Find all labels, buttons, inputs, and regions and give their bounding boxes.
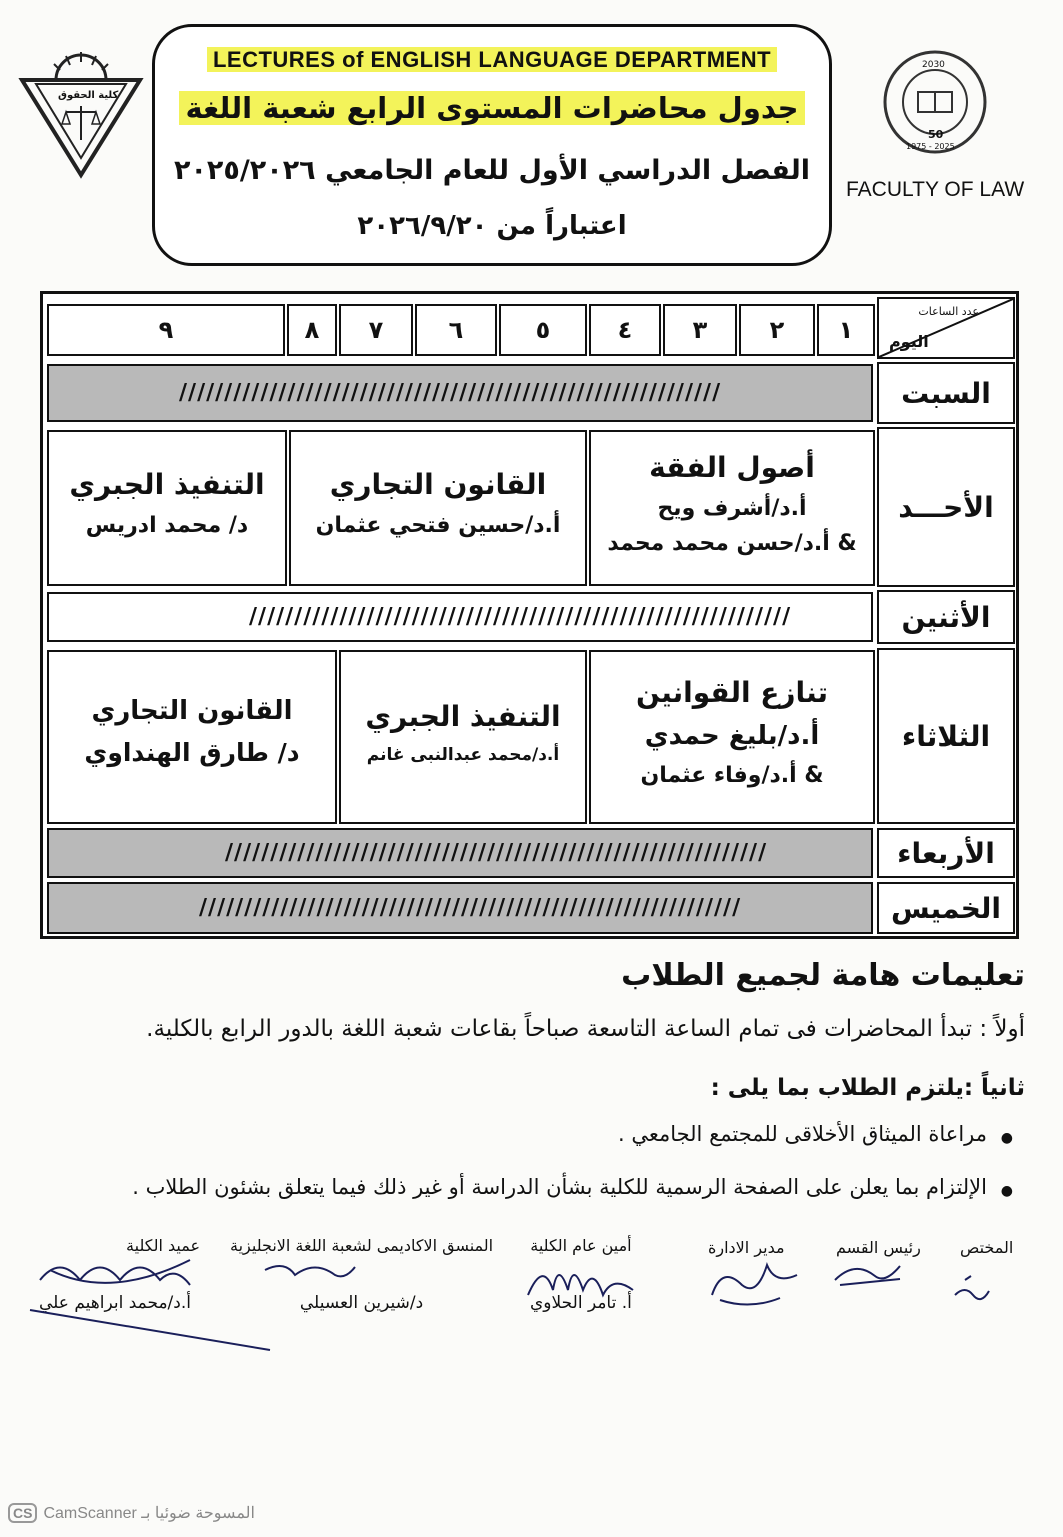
law-faculty-logo [18, 50, 144, 180]
header-box [152, 24, 832, 266]
watermark-text: CamScanner المسوحة ضوئيا بـ [43, 1505, 255, 1522]
signature-title: أمين عام الكلية [530, 1236, 632, 1255]
hour-2: ٢ [739, 304, 815, 356]
left-logo-text: كلية الحقوق [58, 90, 119, 101]
camscanner-icon: CS [8, 1503, 37, 1523]
schedule-table [40, 291, 1019, 939]
hour-7: ٧ [339, 304, 413, 356]
instruction-second: ثانياً :يلتزم الطلاب بما يلى : [710, 1075, 1025, 1101]
day-monday: الأثنين [877, 590, 1015, 644]
university-seal [880, 40, 990, 160]
lecture-subject: التنفيذ الجبري [365, 699, 561, 733]
sunday-lecture-2 [289, 430, 587, 586]
lecture-professor: د/ طارق الهنداوي [84, 737, 300, 767]
sunday-lecture-3 [47, 430, 287, 586]
day-tuesday: الثلاثاء [877, 648, 1015, 824]
tuesday-lecture-3 [47, 650, 337, 824]
signature-title: رئيس القسم [836, 1238, 921, 1257]
lecture-subject: أصول الفقة [649, 450, 815, 484]
hour-8: ٨ [287, 304, 337, 356]
scanner-watermark [8, 1503, 255, 1523]
seal-vision: 2030 [922, 60, 945, 70]
day-saturday: السبت [877, 362, 1015, 424]
hour-3: ٣ [663, 304, 737, 356]
signature-name: د/شيرين العسيلي [299, 1293, 424, 1313]
thursday-mark: //////////////////////////////////////////////////////////// [199, 895, 742, 921]
lecture-subject: التنفيذ الجبري [69, 468, 265, 501]
day-sunday: الأحـــد [877, 427, 1015, 587]
thursday-empty [47, 882, 873, 934]
seal-years: 1975 - 2025 [906, 142, 955, 151]
bullet-icon: ● [1000, 1130, 1013, 1146]
corner-cell [877, 297, 1015, 359]
bullet-icon: ● [1000, 1183, 1013, 1199]
day-label: اليوم [889, 332, 929, 351]
hour-6: ٦ [415, 304, 497, 356]
lecture-professor: أ.د/حسين فتحي عثمان [315, 513, 561, 538]
arabic-title: جدول محاضرات المستوى الرابع شعبة اللغة [179, 91, 804, 125]
monday-empty [47, 592, 873, 642]
signature-name: أ. تامر الحلاوي [530, 1293, 632, 1313]
hours-label: عدد الساعات [918, 305, 979, 318]
instructions-title: تعليمات هامة لجميع الطلاب [621, 958, 1025, 993]
lecture-professor: أ.د/بليغ حمدي [644, 721, 820, 751]
handwritten-signatures [0, 1240, 1063, 1360]
instruction-bullet-2: الإلتزام بما يعلن على الصفحة الرسمية للكلية بشأن الدراسة أو غير ذلك فيما يتعلق بشئون الطلاب . [132, 1175, 987, 1199]
signature-name: أ.د/محمد ابراهيم علي [39, 1293, 191, 1313]
instruction-first: أولاً : تبدأ المحاضرات فى تمام الساعة التاسعة صباحاً بقاعات شعبة اللغة بالدور الرابع بالكلية. [146, 1016, 1025, 1042]
seal-number: 50 [928, 128, 944, 141]
saturday-empty [47, 364, 873, 422]
term-line: الفصل الدراسي الأول للعام الجامعي ٢٠٢٥/٢٠٢٦ [173, 155, 811, 186]
day-thursday: الخميس [877, 882, 1015, 934]
signature-title: عميد الكلية [126, 1236, 200, 1255]
lecture-subject: تنازع القوانين [636, 676, 829, 709]
day-wednesday: الأربعاء [877, 828, 1015, 878]
sunday-lecture-1 [589, 430, 875, 586]
tuesday-lecture-1 [589, 650, 875, 824]
faculty-label: FACULTY OF LAW [846, 178, 1025, 201]
lecture-professor: أ.د/أشرف ويح [657, 495, 807, 521]
wednesday-mark: //////////////////////////////////////////////////////////// [225, 840, 768, 866]
signature-title: المنسق الاكاديمى لشعبة اللغة الانجليزية [230, 1236, 494, 1255]
wednesday-empty [47, 828, 873, 878]
hour-4: ٤ [589, 304, 661, 356]
lecture-professor-2: & أ.د/حسن محمد محمد [607, 530, 857, 556]
hour-5: ٥ [499, 304, 587, 356]
lecture-subject: القانون التجاري [329, 468, 547, 501]
lecture-subject: القانون التجاري [91, 695, 293, 726]
tuesday-lecture-2 [339, 650, 587, 824]
saturday-mark: //////////////////////////////////////////////////////////// [179, 380, 722, 406]
signature-title: المختص [960, 1238, 1014, 1257]
english-title: LECTURES of ENGLISH LANGUAGE DEPARTMENT [207, 47, 777, 72]
hour-1: ١ [817, 304, 875, 356]
hour-9: ٩ [47, 304, 285, 356]
signature-title: مدير الادارة [708, 1238, 785, 1257]
lecture-professor: أ.د/محمد عبدالنبى غانم [366, 744, 560, 765]
monday-mark: //////////////////////////////////////////////////////////// [249, 604, 792, 630]
instruction-bullet-1: مراعاة الميثاق الأخلاقى للمجتمع الجامعي . [617, 1122, 987, 1146]
lecture-professor-2: & أ.د/وفاء عثمان [640, 763, 824, 788]
lecture-professor: د/ محمد ادريس [85, 513, 249, 538]
start-date-line: اعتباراً من ٢٠٢٦/٩/٢٠ [357, 211, 627, 241]
